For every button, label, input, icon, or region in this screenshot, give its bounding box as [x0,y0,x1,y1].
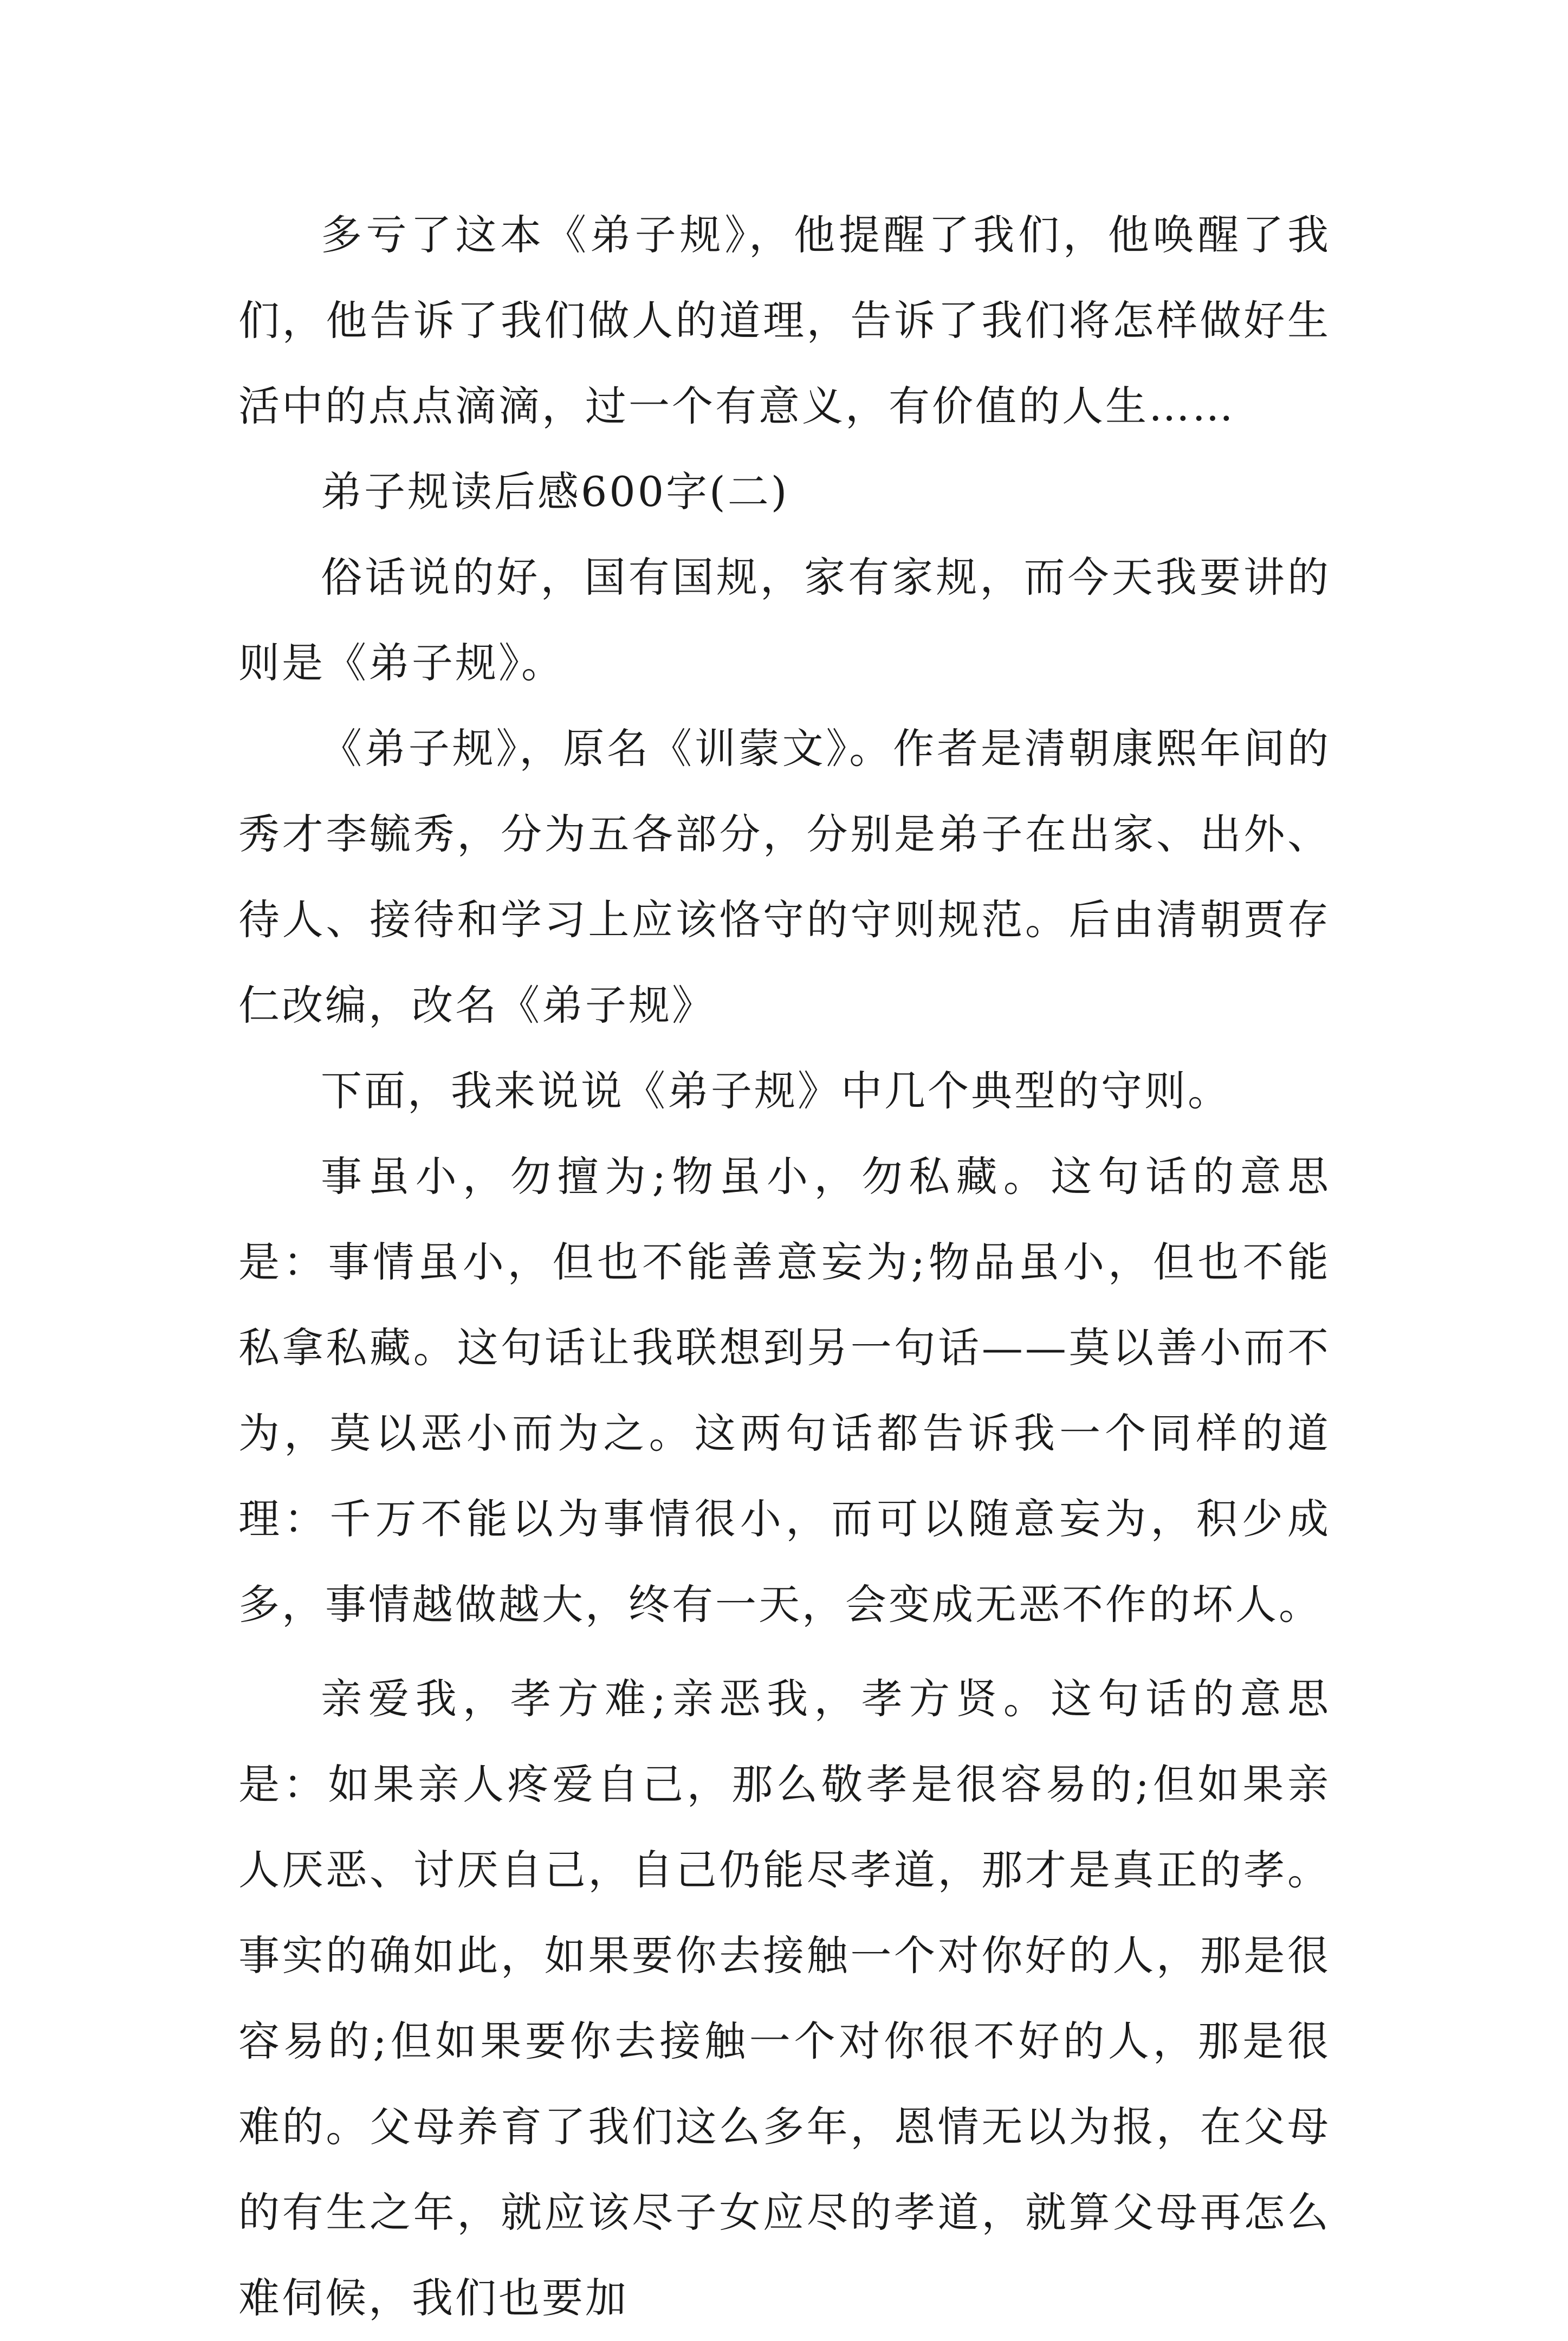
paragraph-origin: 《弟子规》，原名《训蒙文》。作者是清朝康熙年间的秀才李毓秀，分为五各部分，分别是弟子在出家、出外、待人、接待和学习上应该恪守的守则规范。后由清朝贾存仁改编，改名《弟子规》 [238,724,1331,1029]
paragraph-intro-conclusion: 多亏了这本《弟子规》，他提醒了我们，他唤醒了我们，他告诉了我们做人的道理，告诉了我们将怎样做好生活中的点点滴滴，过一个有意义，有价值的人生…… [238,211,1331,430]
paragraph-transition: 下面，我来说说《弟子规》中几个典型的守则。 [321,1067,1231,1115]
document-page [238,192,1331,2341]
paragraph-proverb: 俗话说的好，国有国规，家有家规，而今天我要讲的则是《弟子规》。 [238,553,1331,687]
paragraph-rule-filial-piety: 亲爱我，孝方难;亲恶我，孝方贤。这句话的意思是：如果亲人疼爱自己，那么敬孝是很容易的;但如果亲人厌恶、讨厌自己，自己仍能尽孝道，那才是真正的孝。事实的确如此，如果要你去接触一个对你好的人，那是很容易的;但如果要你去接触一个对你很不好的人，那是很难的。父母养育了我们这么多年，恩情无以为报，在父母的有生之年，就应该尽子女应尽的孝道，就算父母再怎么难伺候，我们也要加 [238,1675,1331,2322]
section-heading: 弟子规读后感600字(二) [321,468,789,516]
paragraph-rule-small-things: 事虽小，勿擅为;物虽小，勿私藏。这句话的意思是：事情虽小，但也不能善意妄为;物品虽小，但也不能私拿私藏。这句话让我联想到另一句话——莫以善小而不为，莫以恶小而为之。这两句话都告诉我一个同样的道理：千万不能以为事情很小，而可以随意妄为，积少成多，事情越做越大，终有一天，会变成无恶不作的坏人。 [238,1152,1331,1629]
